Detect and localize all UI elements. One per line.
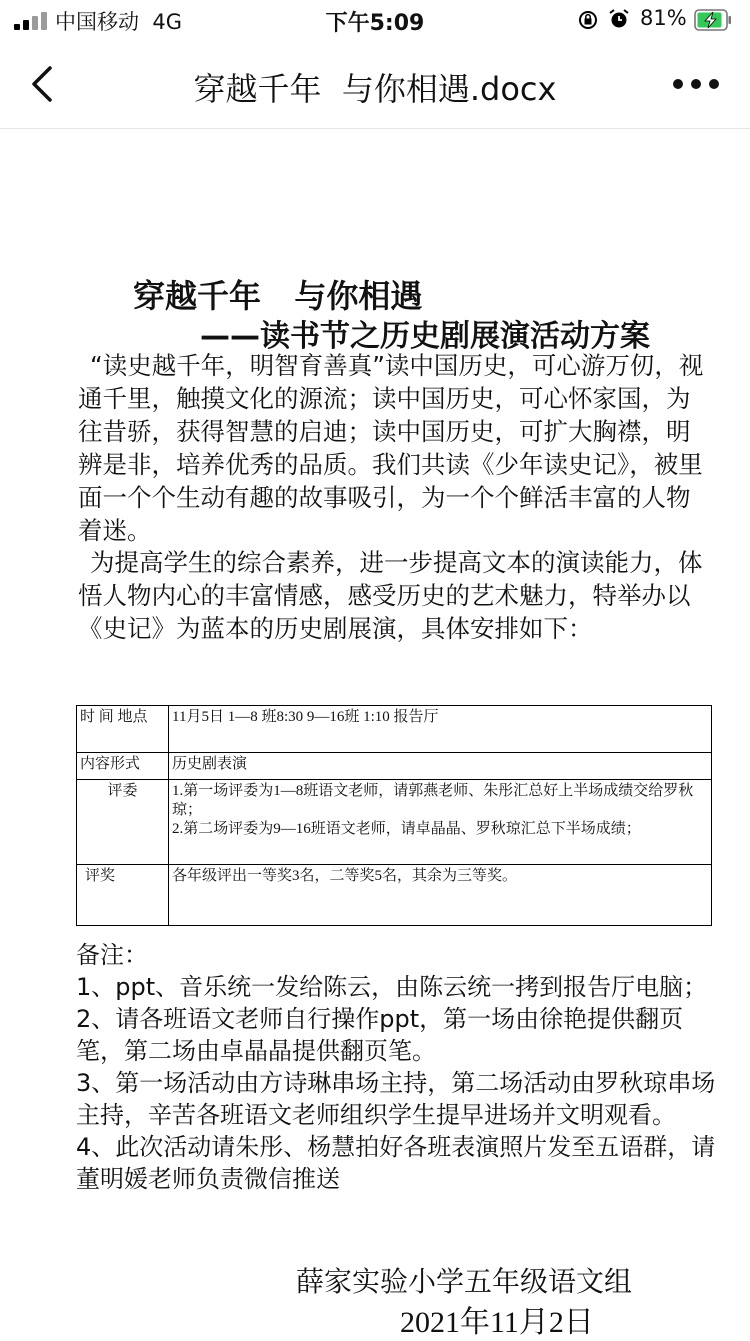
rotation-lock-icon — [577, 9, 599, 31]
purpose-paragraph: 为提高学生的综合素养，进一步提高文本的演读能力，体悟人物内心的丰富情感，感受历史的艺术魅力，特举办以《史记》为蓝本的历史剧展演，具体安排如下： — [78, 548, 703, 643]
note-item: 1、ppt、音乐统一发给陈云，由陈云统一拷到报告厅电脑； — [76, 973, 708, 1001]
clock: 下午5:09 — [325, 11, 425, 36]
signature: 薛家实验小学五年级语文组 — [296, 1265, 633, 1298]
document-date: 2021年11月2日 — [400, 1306, 594, 1339]
note-item: 4、此次活动请朱彤、杨慧拍好各班表演照片发至五语群，请董明媛老师负责微信推送 — [76, 1133, 716, 1193]
battery-charging-icon — [694, 9, 732, 31]
judges-second-session: 2.第二场评委为9—16班语文老师，请卓晶晶、罗秋琼汇总下半场成绩； — [172, 821, 641, 837]
intro-paragraph: “读史越千年，明智育善真”读中国历史，可心游万仞，视通千里，触摸文化的源流；读中国历史，可心怀家国，为往昔骄，获得智慧的启迪；读中国历史，可扩大胸襟，明辨是非，培养优秀的品质。我们共读《少年读史记》，被里面一个个生动有趣的故事吸引，为一个个鲜活丰富的人物着迷。 — [78, 351, 704, 545]
row-label: 时 间 地点 — [77, 706, 169, 753]
table-row — [77, 780, 712, 865]
notes-section — [76, 939, 726, 1195]
note-item: 3、第一场活动由方诗琳串场主持，第二场活动由罗秋琼串场主持，辛苦各班语文老师组织学生提早进场并文明观看。 — [76, 1069, 716, 1129]
row-value: 11月5日 1—8 班8:30 9—16班 1:10 报告厅 — [169, 706, 712, 753]
alarm-icon — [608, 8, 630, 30]
navigation-bar — [0, 40, 750, 129]
row-label: 评奖 — [77, 865, 169, 926]
battery-percent: 81% — [640, 6, 687, 30]
row-value: 各年级评出一等奖3名，二等奖5名，其余为三等奖。 — [169, 865, 712, 926]
carrier-label: 中国移动 4G — [55, 10, 182, 34]
document-body — [0, 129, 750, 1339]
status-bar — [0, 0, 750, 40]
table-row — [77, 753, 712, 780]
schedule-table — [76, 705, 712, 926]
table-row — [77, 706, 712, 753]
doc-title: 穿越千年 与你相遇 — [133, 277, 423, 315]
more-options-icon[interactable] — [672, 78, 720, 90]
row-label: 内容形式 — [77, 753, 169, 780]
row-label: 评委 — [77, 780, 169, 865]
table-row — [77, 865, 712, 926]
row-value — [169, 780, 712, 865]
network-label: 4G — [152, 10, 182, 34]
doc-subtitle: ——读书节之历史剧展演活动方案 — [200, 319, 650, 354]
note-item: 2、请各班语文老师自行操作ppt，第一场由徐艳提供翻页笔，第二场由卓晶晶提供翻页笔。 — [76, 1005, 684, 1065]
row-value: 历史剧表演 — [169, 753, 712, 780]
judges-first-session: 1.第一场评委为1—8班语文老师，请郭燕老师、朱彤汇总好上半场成绩交给罗秋琼； — [172, 783, 694, 818]
document-title: 穿越千年 与你相遇.docx — [193, 70, 557, 108]
notes-title: 备注： — [76, 941, 148, 969]
